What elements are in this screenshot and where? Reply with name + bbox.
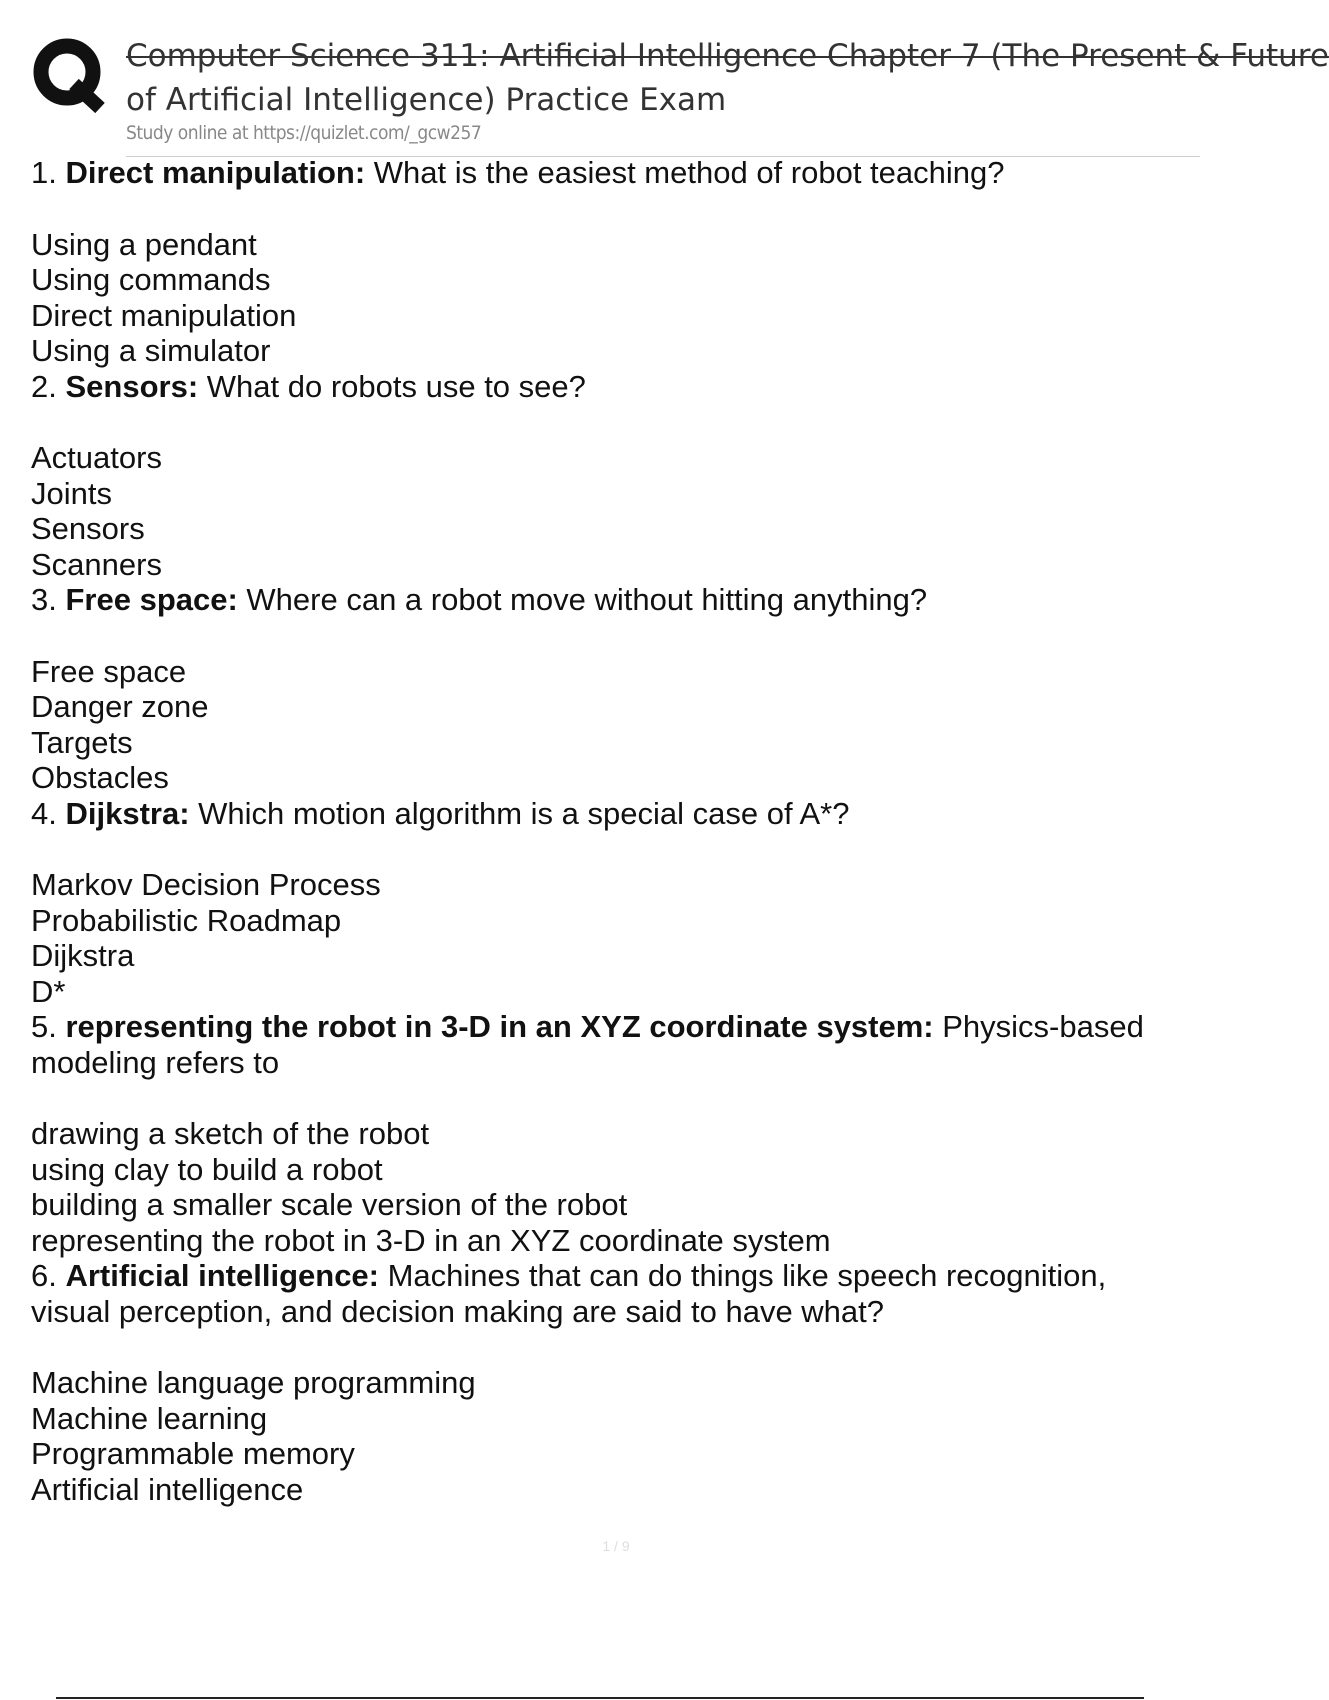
question-number: 4. — [31, 795, 57, 831]
question-text: Which motion algorithm is a special case of A*? — [189, 795, 850, 831]
answer-option: using clay to build a robot — [31, 1151, 383, 1187]
answer-options — [31, 1116, 1191, 1258]
quizlet-q-logo-icon — [30, 34, 108, 114]
question-text: Where can a robot move without hitting anything? — [237, 582, 928, 617]
answer-option: representing the robot in 3-D in an XYZ coordinate system — [31, 1222, 831, 1258]
question-prompt — [31, 582, 1191, 618]
question-answer: Sensors: — [65, 368, 199, 404]
question-list — [31, 155, 1191, 1507]
question-prompt — [31, 369, 1191, 405]
answer-option: Free space — [31, 653, 187, 689]
question-number: 1. — [31, 155, 57, 190]
question-prompt — [31, 155, 1191, 191]
answer-option: D* — [31, 973, 66, 1009]
answer-option: Scanners — [31, 546, 162, 582]
question-1 — [31, 155, 1191, 369]
answer-options — [31, 867, 1191, 1009]
document-title — [126, 34, 1329, 122]
answer-option: Markov Decision Process — [31, 867, 381, 902]
answer-option: building a smaller scale version of the robot — [31, 1187, 628, 1222]
answer-options — [31, 1365, 1191, 1507]
answer-option: Direct manipulation — [31, 297, 297, 333]
answer-option: Programmable memory — [31, 1436, 355, 1471]
answer-option: Machine learning — [31, 1400, 268, 1436]
question-answer: Free space: — [65, 582, 238, 617]
question-prompt — [31, 1258, 1191, 1329]
answer-options — [31, 227, 1191, 369]
study-online-link[interactable]: Study online at https://quizlet.com/_gcw257 — [126, 122, 482, 144]
answer-option: Artificial intelligence — [31, 1471, 304, 1507]
question-text: What do robots use to see? — [198, 368, 586, 404]
answer-option: Actuators — [31, 440, 162, 475]
answer-option: Machine language programming — [31, 1365, 476, 1400]
question-2 — [31, 369, 1191, 583]
question-answer: Direct manipulation: — [65, 155, 366, 190]
question-answer: Artificial intelligence: — [65, 1258, 379, 1293]
question-3 — [31, 582, 1191, 796]
answer-option: Obstacles — [31, 760, 169, 795]
question-text: Physics-based modeling refers to — [31, 1009, 1144, 1080]
question-answer: representing the robot in 3-D in an XYZ coordinate system: — [65, 1009, 934, 1044]
answer-option: Using commands — [31, 262, 271, 297]
document-title-line-2: of Artificial Intelligence) Practice Exam — [126, 82, 727, 118]
question-text: Machines that can do things like speech recognition, visual perception, and decision making are said to have what? — [31, 1258, 1107, 1329]
document-title-line-1: Computer Science 311: Artificial Intelligence Chapter 7 (The Present & Future — [126, 38, 1329, 74]
answer-option: Joints — [31, 475, 112, 511]
answer-option: Dijkstra — [31, 938, 135, 973]
question-4 — [31, 796, 1191, 1010]
question-6 — [31, 1258, 1191, 1507]
answer-option: Probabilistic Roadmap — [31, 902, 342, 938]
answer-option: Using a pendant — [31, 226, 257, 262]
question-answer: Dijkstra: — [65, 795, 190, 831]
answer-option: Sensors — [31, 511, 145, 546]
answer-options — [31, 440, 1191, 582]
page-number: 1 / 9 — [602, 1538, 630, 1554]
question-number: 6. — [31, 1258, 57, 1293]
answer-option: Using a simulator — [31, 333, 271, 368]
question-number: 5. — [31, 1009, 57, 1044]
question-5 — [31, 1009, 1191, 1258]
question-text: What is the easiest method of robot teaching? — [365, 155, 1005, 190]
answer-option: Danger zone — [31, 689, 209, 724]
question-number: 2. — [31, 368, 57, 404]
footer-divider — [56, 1697, 1144, 1699]
answer-option: drawing a sketch of the robot — [31, 1116, 430, 1151]
question-number: 3. — [31, 582, 57, 617]
question-prompt — [31, 1009, 1191, 1080]
answer-options — [31, 654, 1191, 796]
answer-option: Targets — [31, 724, 133, 760]
question-prompt — [31, 796, 1191, 832]
